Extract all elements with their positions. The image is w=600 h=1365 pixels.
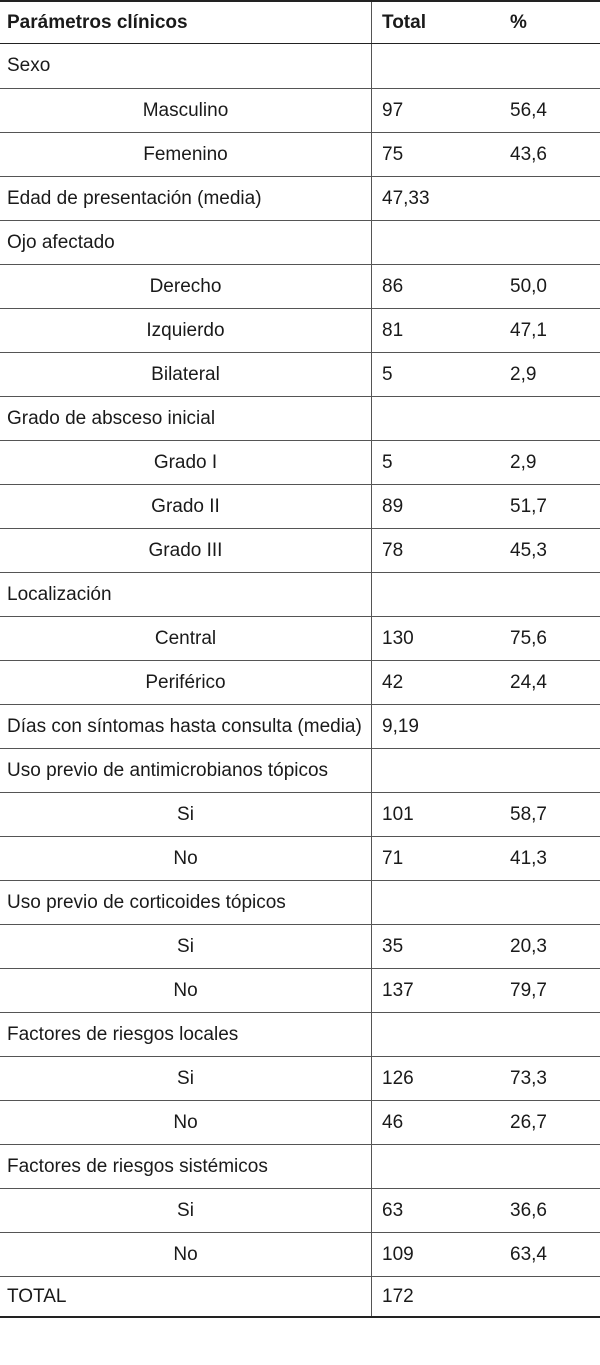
row-label: Derecho bbox=[0, 265, 372, 308]
row-percent: 45,3 bbox=[510, 539, 547, 561]
table-row bbox=[0, 44, 600, 88]
row-label: Factores de riesgos locales bbox=[0, 1013, 372, 1056]
row-label: Sexo bbox=[0, 44, 372, 88]
row-percent: 20,3 bbox=[510, 935, 547, 957]
row-percent: 2,9 bbox=[510, 363, 537, 385]
row-label: No bbox=[0, 969, 372, 1012]
table-row bbox=[0, 616, 600, 660]
table-row bbox=[0, 264, 600, 308]
row-percent: 75,6 bbox=[510, 627, 547, 649]
row-label: Localización bbox=[0, 573, 372, 616]
row-label: Femenino bbox=[0, 133, 372, 176]
row-label: Si bbox=[0, 1057, 372, 1100]
row-percent: 51,7 bbox=[510, 495, 547, 517]
row-total: 71 bbox=[382, 847, 404, 869]
row-total: 63 bbox=[382, 1199, 404, 1221]
table-row bbox=[0, 836, 600, 880]
row-percent: 43,6 bbox=[510, 143, 547, 165]
row-total: 130 bbox=[382, 627, 414, 649]
row-total bbox=[372, 221, 510, 264]
table-row bbox=[0, 308, 600, 352]
table-row bbox=[0, 88, 600, 132]
row-total bbox=[372, 1145, 510, 1188]
row-percent: 36,6 bbox=[510, 1199, 547, 1221]
row-percent: 63,4 bbox=[510, 1243, 547, 1265]
table-row bbox=[0, 880, 600, 924]
row-total: 5 bbox=[382, 451, 393, 473]
table-row bbox=[0, 1100, 600, 1144]
row-percent: 26,7 bbox=[510, 1111, 547, 1133]
table-row bbox=[0, 396, 600, 440]
table-row bbox=[0, 1144, 600, 1188]
row-label: Si bbox=[0, 925, 372, 968]
row-percent bbox=[510, 749, 600, 792]
table-row bbox=[0, 924, 600, 968]
row-total: 78 bbox=[382, 539, 404, 561]
row-total: 46 bbox=[382, 1111, 404, 1133]
row-label: Periférico bbox=[0, 661, 372, 704]
row-percent: 79,7 bbox=[510, 979, 547, 1001]
row-total: 9,19 bbox=[382, 715, 419, 737]
table-row bbox=[0, 748, 600, 792]
row-label: Factores de riesgos sistémicos bbox=[0, 1145, 372, 1188]
table-row bbox=[0, 440, 600, 484]
row-percent: 56,4 bbox=[510, 99, 547, 121]
row-label: Uso previo de antimicrobianos tópicos bbox=[0, 749, 372, 792]
row-percent: 2,9 bbox=[510, 451, 537, 473]
table-total-row bbox=[0, 1276, 600, 1318]
row-percent bbox=[510, 44, 600, 88]
row-percent: 50,0 bbox=[510, 275, 547, 297]
table-row bbox=[0, 528, 600, 572]
total-percent bbox=[510, 1277, 600, 1316]
row-label: Uso previo de corticoides tópicos bbox=[0, 881, 372, 924]
table-row bbox=[0, 1188, 600, 1232]
row-label: Grado III bbox=[0, 529, 372, 572]
row-percent bbox=[510, 177, 600, 220]
table-row bbox=[0, 792, 600, 836]
row-total: 109 bbox=[382, 1243, 414, 1265]
row-total: 35 bbox=[382, 935, 404, 957]
row-label: Si bbox=[0, 1189, 372, 1232]
row-percent bbox=[510, 705, 600, 748]
row-label: Izquierdo bbox=[0, 309, 372, 352]
row-label: Grado de absceso inicial bbox=[0, 397, 372, 440]
total-label: TOTAL bbox=[0, 1277, 372, 1316]
row-label: Central bbox=[0, 617, 372, 660]
row-total: 81 bbox=[382, 319, 404, 341]
row-total: 75 bbox=[382, 143, 404, 165]
table-row bbox=[0, 484, 600, 528]
row-label: No bbox=[0, 1101, 372, 1144]
row-percent bbox=[510, 1145, 600, 1188]
table-row bbox=[0, 176, 600, 220]
row-label: Grado I bbox=[0, 441, 372, 484]
row-label: No bbox=[0, 1233, 372, 1276]
row-total bbox=[372, 397, 510, 440]
row-label: Masculino bbox=[0, 89, 372, 132]
row-total bbox=[372, 749, 510, 792]
row-total bbox=[372, 881, 510, 924]
table-row bbox=[0, 1232, 600, 1276]
table-row bbox=[0, 660, 600, 704]
table-row bbox=[0, 968, 600, 1012]
total-value: 172 bbox=[382, 1285, 414, 1307]
header-parameters: Parámetros clínicos bbox=[0, 2, 372, 43]
row-total: 97 bbox=[382, 99, 404, 121]
table-row bbox=[0, 572, 600, 616]
row-label: Si bbox=[0, 793, 372, 836]
row-total: 126 bbox=[382, 1067, 414, 1089]
row-percent: 73,3 bbox=[510, 1067, 547, 1089]
row-percent: 41,3 bbox=[510, 847, 547, 869]
row-percent bbox=[510, 573, 600, 616]
row-total: 101 bbox=[382, 803, 414, 825]
row-total: 47,33 bbox=[382, 187, 430, 209]
table-row bbox=[0, 1012, 600, 1056]
table-header bbox=[0, 2, 600, 44]
row-total: 5 bbox=[382, 363, 393, 385]
row-total bbox=[372, 1013, 510, 1056]
table-row bbox=[0, 220, 600, 264]
row-percent: 58,7 bbox=[510, 803, 547, 825]
header-total: Total bbox=[382, 11, 426, 33]
row-total bbox=[372, 44, 510, 88]
row-percent bbox=[510, 1013, 600, 1056]
row-total: 89 bbox=[382, 495, 404, 517]
row-label: Grado II bbox=[0, 485, 372, 528]
header-percent: % bbox=[510, 11, 527, 33]
row-percent bbox=[510, 881, 600, 924]
row-percent bbox=[510, 397, 600, 440]
row-percent: 47,1 bbox=[510, 319, 547, 341]
row-percent bbox=[510, 221, 600, 264]
row-label: Días con síntomas hasta consulta (media) bbox=[0, 705, 372, 748]
table-row bbox=[0, 132, 600, 176]
row-total: 42 bbox=[382, 671, 404, 693]
row-total: 86 bbox=[382, 275, 404, 297]
row-total bbox=[372, 573, 510, 616]
row-total: 137 bbox=[382, 979, 414, 1001]
row-label: Ojo afectado bbox=[0, 221, 372, 264]
row-label: Edad de presentación (media) bbox=[0, 177, 372, 220]
row-percent: 24,4 bbox=[510, 671, 547, 693]
table-row bbox=[0, 1056, 600, 1100]
table-row bbox=[0, 352, 600, 396]
table-row bbox=[0, 704, 600, 748]
row-label: Bilateral bbox=[0, 353, 372, 396]
row-label: No bbox=[0, 837, 372, 880]
